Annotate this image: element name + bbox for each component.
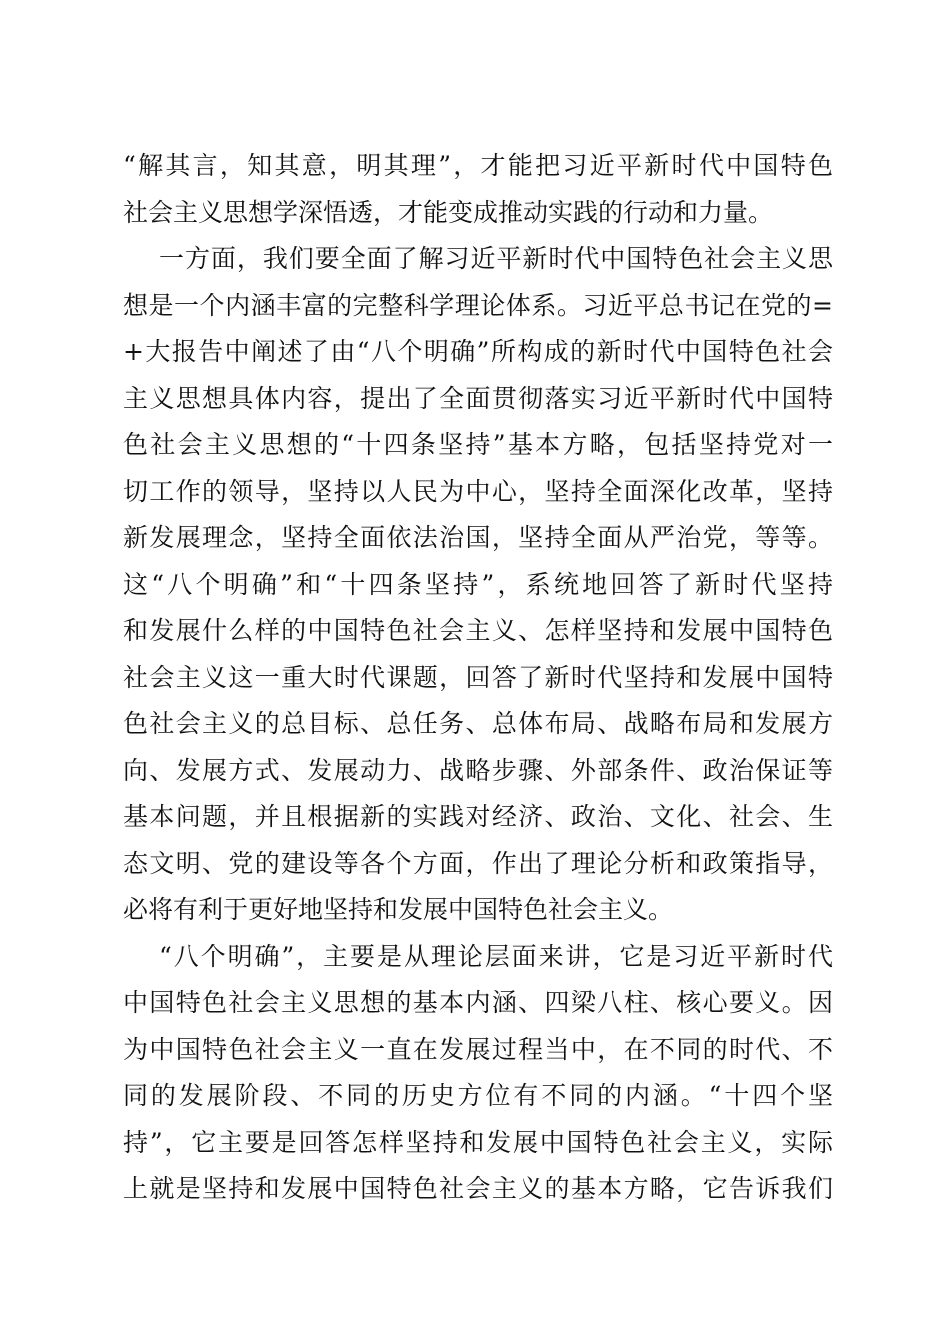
text-line: 上就是坚持和发展中国特色社会主义的基本方略，它告诉我们: [123, 1174, 833, 1203]
text-line: “八个明确”，主要是从理论层面来讲，它是习近平新时代: [159, 941, 833, 971]
text-line: 基本问题，并且根据新的实践对经济、政治、文化、社会、生: [123, 802, 833, 831]
text-line: 想是一个内涵丰富的完整科学理论体系。习近平总书记在党的=: [123, 290, 833, 320]
text-line: 色社会主义的总目标、总任务、总体布局、战略布局和发展方: [123, 709, 833, 738]
text-line: 新发展理念，坚持全面依法治国，坚持全面从严治党，等等。: [123, 523, 833, 552]
text-line: 持”，它主要是回答怎样坚持和发展中国特色社会主义，实际: [123, 1127, 833, 1157]
text-line: 这“八个明确”和“十四条坚持”，系统地回答了新时代坚持: [123, 569, 833, 599]
text-line: 中国特色社会主义思想的基本内涵、四梁八柱、核心要义。因: [123, 988, 833, 1017]
text-line: 切工作的领导，坚持以人民为中心，坚持全面深化改革，坚持: [123, 476, 833, 506]
text-line: 向、发展方式、发展动力、战略步骤、外部条件、政治保证等: [123, 755, 833, 785]
text-line: 必将有利于更好地坚持和发展中国特色社会主义。: [123, 895, 674, 924]
body-text: [123, 143, 833, 1213]
text-line: 色社会主义思想的“十四条坚持”基本方略，包括坚持党对一: [123, 430, 833, 459]
text-line: 为中国特色社会主义一直在发展过程当中，在不同的时代、不: [123, 1034, 833, 1064]
text-line: 同的发展阶段、不同的历史方位有不同的内涵。“十四个坚: [123, 1081, 833, 1110]
text-line: “解其言，知其意，明其理”，才能把习近平新时代中国特色: [123, 151, 833, 180]
text-line: 主义思想具体内容，提出了全面贯彻落实习近平新时代中国特: [123, 383, 833, 413]
text-line: 社会主义思想学深悟透，才能变成推动实践的行动和力量。: [123, 197, 774, 227]
text-line: 一方面，我们要全面了解习近平新时代中国特色社会主义思: [159, 244, 833, 273]
text-line: 和发展什么样的中国特色社会主义、怎样坚持和发展中国特色: [123, 616, 833, 645]
text-line: +大报告中阐述了由“八个明确”所构成的新时代中国特色社会: [123, 337, 833, 366]
text-line: 态文明、党的建设等各个方面，作出了理论分析和政策指导，: [123, 848, 833, 878]
text-line: 社会主义这一重大时代课题，回答了新时代坚持和发展中国特: [123, 662, 833, 692]
